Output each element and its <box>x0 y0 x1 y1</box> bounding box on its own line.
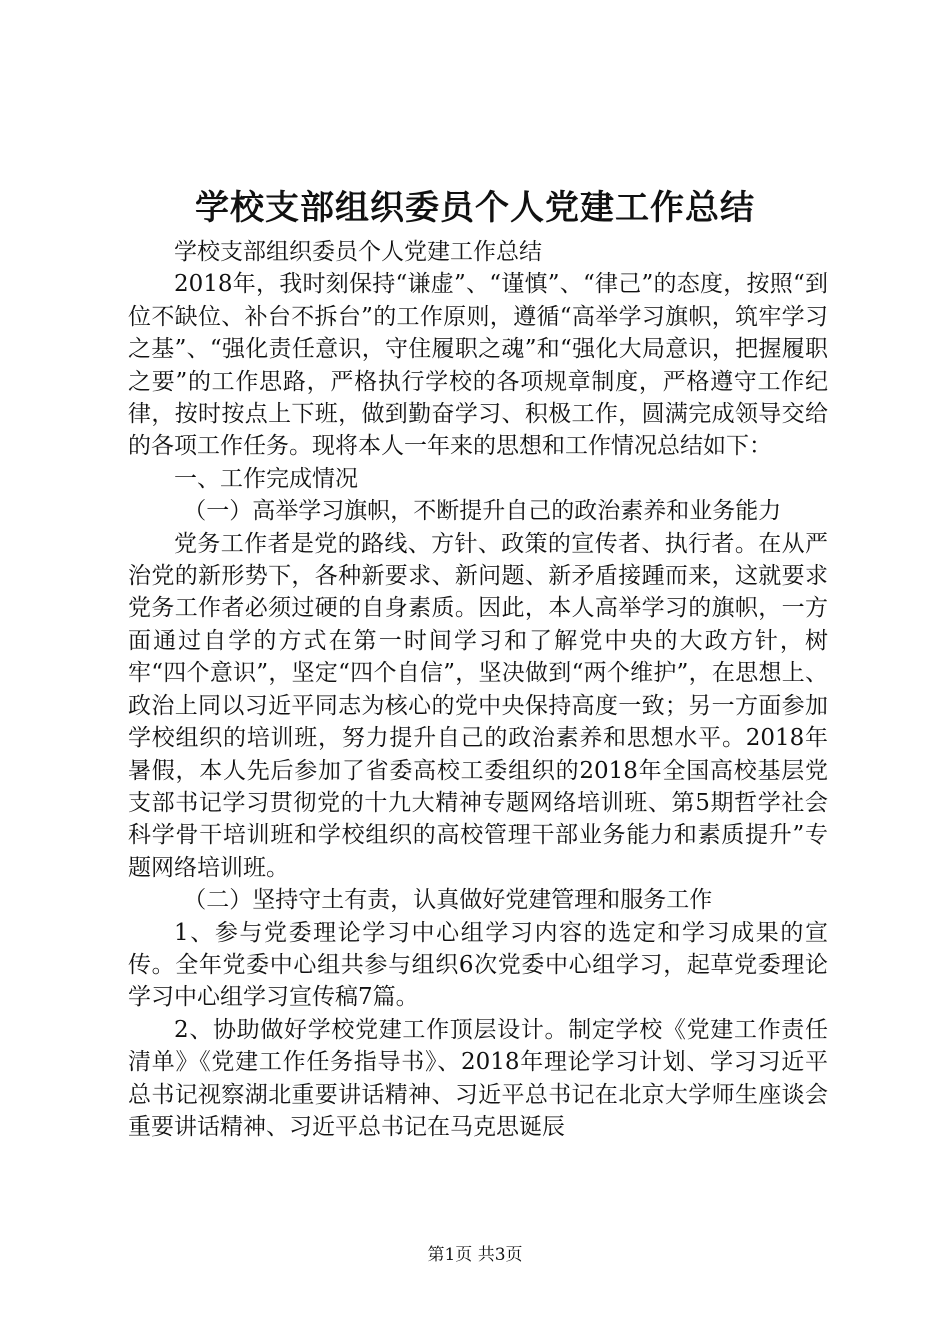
paragraph-intro: 2018年，我时刻保持“谦虚”、“谨慎”、“律己”的态度，按照“到位不缺位、补台不拆台”的工作原则，遵循“高举学习旗帜，筑牢学习之基”、“强化责任意识，守住履职之魂”和“强化大局意识，把握履职之要”的工作思路，严格执行学校的各项规章制度，严格遵守工作纪律，按时按点上下班，做到勤奋学习、积极工作，圆满完成领导交给的各项工作任务。现将本人一年来的思想和工作情况总结如下： <box>128 271 828 460</box>
subsection-heading-1: （一）高举学习旗帜，不断提升自己的政治素养和业务能力 <box>183 498 782 525</box>
section-heading: 一、工作完成情况 <box>174 465 358 492</box>
subsection-heading-2: （二）坚持守土有责，认真做好党建管理和服务工作 <box>183 887 713 914</box>
document-body <box>128 236 828 1143</box>
page-number: 第1页 共3页 <box>427 1245 523 1265</box>
paragraph-subtitle: 学校支部组织委员个人党建工作总结 <box>174 239 542 265</box>
document-title: 学校支部组织委员个人党建工作总结 <box>195 188 755 228</box>
page-footer <box>0 1244 950 1266</box>
paragraph-item-2: 2、协助做好学校党建工作顶层设计。制定学校《党建工作责任清单》《党建工作任务指导书》、2018年理论学习计划、学习习近平总书记视察湖北重要讲话精神、习近平总书记在北京大学师生座谈会重要讲话精神、习近平总书记在马克思诞辰 <box>128 1016 828 1140</box>
paragraph-item-1: 1、参与党委理论学习中心组学习内容的选定和学习成果的宣传。全年党委中心组共参与组织6次党委中心组学习，起草党委理论学习中心组学习宣传稿7篇。 <box>128 919 828 1011</box>
paragraph-study: 党务工作者是党的路线、方针、政策的宣传者、执行者。在从严治党的新形势下，各种新要求、新问题、新矛盾接踵而来，这就要求党务工作者必须过硬的自身素质。因此，本人高举学习的旗帜，一方面通过自学的方式在第一时间学习和了解党中央的大政方针，树牢“四个意识”，坚定“四个自信”，坚决做到“两个维护”，在思想上、政治上同以习近平同志为核心的党中央保持高度一致；另一方面参加学校组织的培训班，努力提升自己的政治素养和思想水平。2018年暑假，本人先后参加了省委高校工委组织的2018年全国高校基层党支部书记学习贯彻党的十九大精神专题网络培训班、第5期哲学社会科学骨干培训班和学校组织的高校管理干部业务能力和素质提升”专题网络培训班。 <box>128 530 828 881</box>
